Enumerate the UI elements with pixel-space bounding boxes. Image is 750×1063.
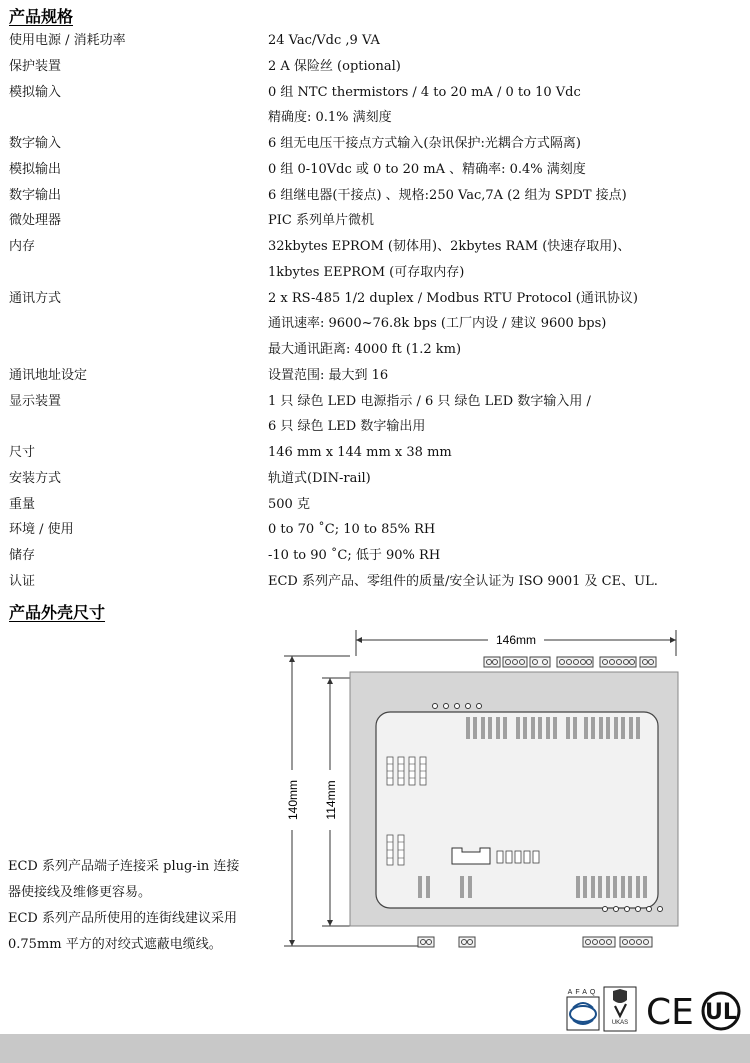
ul-mark <box>700 990 742 1032</box>
spec-value: 2 A 保险丝 (optional) <box>268 58 401 74</box>
width-label: 146mm <box>495 633 537 647</box>
spec-label: 环境 / 使用 <box>9 522 74 538</box>
spec-label: 通讯地址设定 <box>9 367 88 383</box>
spec-label: 通讯方式 <box>9 290 62 306</box>
spec-value: 通讯速率: 9600~76.8k bps (工厂内设 / 建议 9600 bps) <box>268 316 607 332</box>
width-dimension <box>356 630 676 656</box>
top-terminal-blocks <box>484 657 656 667</box>
spec-label: 认证 <box>9 573 36 589</box>
center-switch-group <box>497 851 539 863</box>
spec-value: 0 组 0-10Vdc 或 0 to 20 mA 、精确率: 0.4% 满刻度 <box>268 161 586 177</box>
inner-height-dimension <box>322 678 350 926</box>
spec-value: 精确度: 0.1% 满刻度 <box>268 110 392 126</box>
spec-value: 1kbytes EEPROM (可存取内存) <box>268 264 465 280</box>
bottom-terminal-blocks <box>418 937 652 947</box>
spec-label: 尺寸 <box>9 445 36 460</box>
spec-label: 内存 <box>9 239 36 254</box>
note-line: 0.75mm 平方的对绞式遮蔽电缆线。 <box>8 937 222 952</box>
footer-bar <box>0 1034 750 1063</box>
ukas-label: UKAS <box>611 1020 629 1026</box>
spec-label: 数字输入 <box>9 136 62 151</box>
spec-value: 轨道式(DIN-rail) <box>268 470 371 486</box>
spec-value: 6 组继电器(干接点) 、规格:250 Vac,7A (2 组为 SPDT 接点) <box>268 187 627 203</box>
spec-label: 模拟输出 <box>9 161 62 177</box>
afaq-label: AFAQ <box>567 989 599 996</box>
spec-label: 显示装置 <box>9 393 62 409</box>
spec-label: 数字输出 <box>9 187 62 203</box>
spec-value: ECD 系列产品、零组件的质量/安全认证为 ISO 9001 及 CE、UL. <box>268 573 658 589</box>
spec-value: 设置范围: 最大到 16 <box>268 367 389 383</box>
spec-label: 使用电源 / 消耗功率 <box>9 33 126 48</box>
spec-value: -10 to 90 ˚C; 低于 90% RH <box>268 548 441 563</box>
afaq-logo <box>565 986 601 1032</box>
spec-value: 最大通讯距离: 4000 ft (1.2 km) <box>268 342 462 357</box>
outer-height-label: 140mm <box>286 779 300 821</box>
spec-label: 保护装置 <box>9 58 62 74</box>
spec-value: PIC 系列单片微机 <box>268 213 374 229</box>
spec-label: 微处理器 <box>9 213 62 229</box>
spec-value: 32kbytes EPROM (韧体用)、2kbytes RAM (快速存取用)、 <box>268 239 631 254</box>
spec-value: 500 克 <box>268 496 310 512</box>
spec-value: 6 组无电压干接点方式输入(杂讯保护:光耦合方式隔离) <box>268 136 581 151</box>
note-line: ECD 系列产品所使用的连街线建议采用 <box>8 911 237 926</box>
spec-value: 0 to 70 ˚C; 10 to 85% RH <box>268 522 436 538</box>
ukas-logo <box>603 986 637 1032</box>
spec-label: 安装方式 <box>9 470 62 486</box>
spec-label: 储存 <box>9 548 36 563</box>
spec-label: 重量 <box>9 496 36 512</box>
inner-height-label: 114mm <box>324 780 338 820</box>
dimensions-heading: 产品外壳尺寸 <box>9 603 106 622</box>
ce-label: CE <box>646 992 694 1029</box>
spec-value: 6 只 绿色 LED 数字输出用 <box>268 419 426 435</box>
spec-value: 24 Vac/Vdc ,9 VA <box>268 33 380 48</box>
spec-value: 146 mm x 144 mm x 38 mm <box>268 445 452 460</box>
ce-mark <box>646 991 694 1029</box>
specs-heading: 产品规格 <box>9 7 74 26</box>
spec-value: 1 只 绿色 LED 电源指示 / 6 只 绿色 LED 数字输入用 / <box>268 393 591 409</box>
note-line: 器使接线及维修更容易。 <box>8 885 152 900</box>
spec-value: 2 x RS-485 1/2 duplex / Modbus RTU Protocol (通讯协议) <box>268 290 638 306</box>
spec-value: 0 组 NTC thermistors / 4 to 20 mA / 0 to 10 Vdc <box>268 84 581 100</box>
ul-label: UL <box>705 1000 737 1025</box>
spec-label: 模拟输入 <box>9 84 62 100</box>
note-line: ECD 系列产品端子连接采 plug-in 连接 <box>8 859 240 874</box>
